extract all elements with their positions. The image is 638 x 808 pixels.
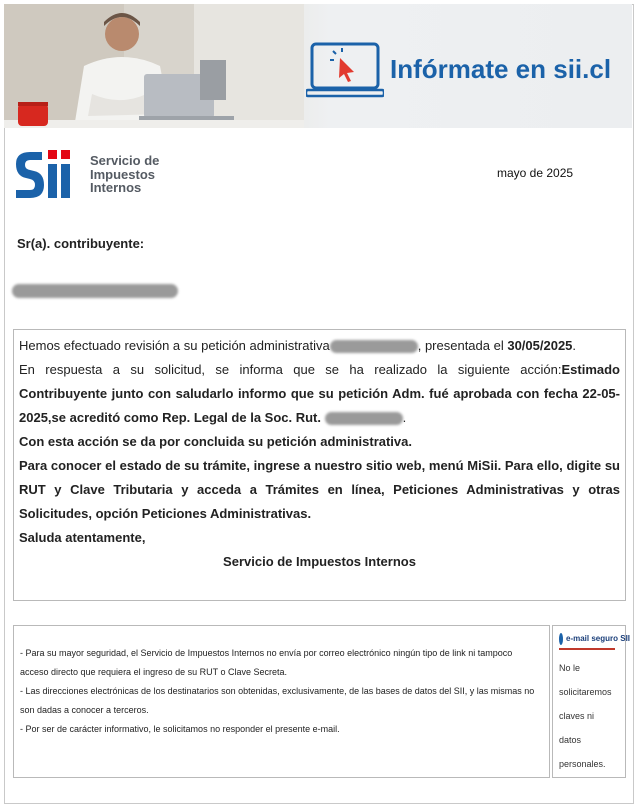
message-paragraph-3: Con esta acción se da por concluida su petición administrativa. <box>19 434 412 449</box>
seal-icon <box>559 633 563 645</box>
security-note-1: - Para su mayor seguridad, el Servicio de Impuestos Internos no envía por correo electrónico ningún tipo de link ni tampoco acceso directo que requiera el ingreso de su RUT o Clave Secreta. <box>20 648 513 677</box>
secure-email-seal <box>559 630 631 648</box>
security-notice-box <box>13 625 550 778</box>
redacted-petition-number <box>330 340 418 353</box>
greeting: Sr(a). contribuyente: <box>17 236 145 251</box>
seal-label: e-mail seguro SII <box>566 634 631 643</box>
message-paragraph-4: Para conocer el estado de su trámite, ingrese a nuestro sitio web, menú MiSii. Para ello, digite su RUT y Clave Tributaria y acceda a Trámites en línea, Peticiones Administrativas y otras Solicitudes, opción Peticiones Administrativas. <box>19 458 620 521</box>
logo-line-1: Servicio de <box>90 153 160 168</box>
side-line-5: personales. <box>559 759 606 769</box>
message-paragraph-1: Hemos efectuado revisión a su petición administrativa , presentada el 30/05/2025. <box>19 338 577 353</box>
side-line-4: datos <box>559 735 582 745</box>
redacted-company-rut <box>325 412 403 425</box>
seal-divider <box>559 648 615 650</box>
header-banner[interactable] <box>4 4 632 128</box>
side-line-3: claves ni <box>559 711 595 721</box>
closing-salutation: Saluda atentamente, <box>19 530 146 545</box>
logo-wordmark <box>90 154 159 195</box>
letter-date: mayo de 2025 <box>497 166 574 180</box>
side-line-2: solicitaremos <box>559 687 612 697</box>
redacted-recipient-name <box>12 284 178 298</box>
message-paragraph-2: En respuesta a su solicitud, se informa que se ha realizado la siguiente acción:Estimado Contribuyente junto con saludarlo informo que su petición Adm. fué aprobada con fecha 22-05-2025,se acreditó como Rep. Legal de la Soc. Rut. . <box>19 362 620 425</box>
banner-title[interactable]: Infórmate en sii.cl <box>390 54 612 84</box>
logo-line-3: Internos <box>90 180 142 195</box>
side-line-1: No le <box>559 663 581 673</box>
security-note-3: - Por ser de carácter informativo, le solicitamos no responder el presente e-mail. <box>20 724 340 734</box>
signature: Servicio de Impuestos Internos <box>223 554 416 569</box>
logo-line-2: Impuestos <box>90 166 156 182</box>
secure-email-box <box>552 625 631 778</box>
message-box <box>13 329 626 601</box>
laptop-cursor-icon <box>306 42 384 102</box>
security-note-2: - Las direcciones electrónicas de los destinatarios son obtenidas, exclusivamente, de las bases de datos del SII, y las mismas no son dadas a conocer a terceros. <box>20 686 535 715</box>
banner-photo <box>4 4 304 128</box>
petition-date: 30/05/2025 <box>507 338 573 353</box>
